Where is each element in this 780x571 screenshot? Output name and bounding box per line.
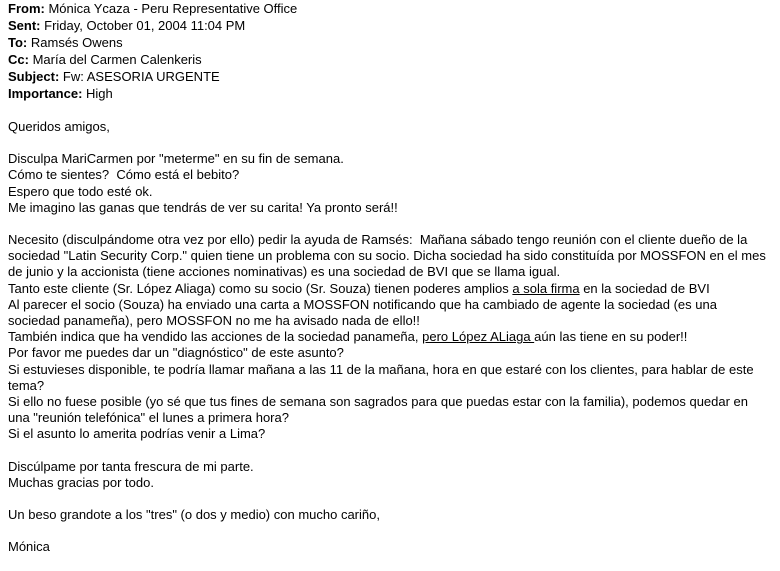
importance-row [8,85,776,102]
subject-value: Fw: ASESORIA URGENTE [62,69,220,84]
cc-row [8,51,776,68]
body-line: Disculpa MariCarmen por "meterme" en su fin de semana. [8,151,344,167]
greeting: Queridos amigos, [8,119,110,134]
subject-row [8,68,776,85]
body-line: Cómo te sientes? Cómo está el bebito? [8,167,240,183]
body-line: Si el asunto lo amerita podrías venir a Lima? [8,426,266,442]
thanks-paragraph [8,459,776,491]
body-line: una "reunión telefónica" el lunes a primera hora? [8,410,289,426]
sent-value: Friday, October 01, 2004 11:04 PM [44,18,246,33]
opening-paragraph [8,151,776,216]
from-row [8,0,776,17]
body-line: de junio y la accionista (tiene acciones nominativas) es una sociedad de BVI que se llama igual. [8,264,561,280]
to-label: To: [8,35,28,50]
body-line: Espero que todo esté ok. [8,183,153,199]
cc-label: Cc: [8,52,29,67]
body-line: Si estuvieses disponible, te podría llamar mañana a las 11 de la mañana, hora en que estaré con los clientes, para hablar de este [8,361,754,377]
subject-label: Subject: [8,69,60,84]
email-message [8,0,776,555]
sent-row [8,17,776,34]
body-line: sociedad panameña), pero MOSSFON no me ha avisado nada de ello!! [8,313,420,329]
cc-value: María del Carmen Calenkeris [32,52,202,67]
signature-paragraph [8,539,776,555]
request-paragraph [8,232,776,443]
body-line: tema? [8,377,45,393]
underlined-text: pero López ALiaga [422,329,535,345]
sent-label: Sent: [8,18,41,33]
body-text-span: También indica que ha vendido las acciones de la sociedad panameña, [8,329,423,345]
from-value: Mónica Ycaza - Peru Representative Office [48,1,298,16]
body-line: Si ello no fuese posible (yo sé que tus fines de semana son sagrados para que puedas estar con la familia), podemos quedar en [8,394,749,410]
to-value: Ramsés Owens [30,35,123,50]
body-line: Por favor me puedes dar un "diagnóstico" de este asunto? [8,345,344,361]
email-body [8,119,776,571]
body-line: Me imagino las ganas que tendrás de ver su carita! Ya pronto será!! [8,199,398,215]
body-line [8,329,776,345]
body-line: Necesito (disculpándome otra vez por ello) pedir la ayuda de Ramsés: Mañana sábado tengo reunión con el cliente dueño de la [8,232,748,248]
body-line: Al parecer el socio (Souza) ha enviado una carta a MOSSFON notificando que ha cambiado de agente la sociedad (es una [8,296,717,312]
greeting-paragraph [8,119,776,135]
body-text-span: aún las tiene en su poder!! [534,329,688,345]
signature: Mónica [8,539,50,555]
underlined-text: a sola firma [512,280,580,296]
closing-paragraph [8,507,776,523]
to-row [8,34,776,51]
importance-label: Importance: [8,86,83,101]
from-label: From: [8,1,45,16]
importance-value: High [86,86,113,101]
email-header [8,0,776,102]
body-text-span: Tanto este cliente (Sr. López Aliaga) como su socio (Sr. Souza) tienen poderes amplios [8,280,513,296]
body-line [8,281,776,297]
body-line: Discúlpame por tanta frescura de mi parte. [8,458,254,474]
body-line: sociedad "Latin Security Corp." quien tiene un problema con su socio. Dicha sociedad ha sido constituída por MOSSFON en el mes [8,248,766,264]
body-text-span: en la sociedad de BVI [579,280,710,296]
closing-line: Un beso grandote a los "tres" (o dos y medio) con mucho cariño, [8,507,380,523]
body-line: Muchas gracias por todo. [8,474,154,490]
